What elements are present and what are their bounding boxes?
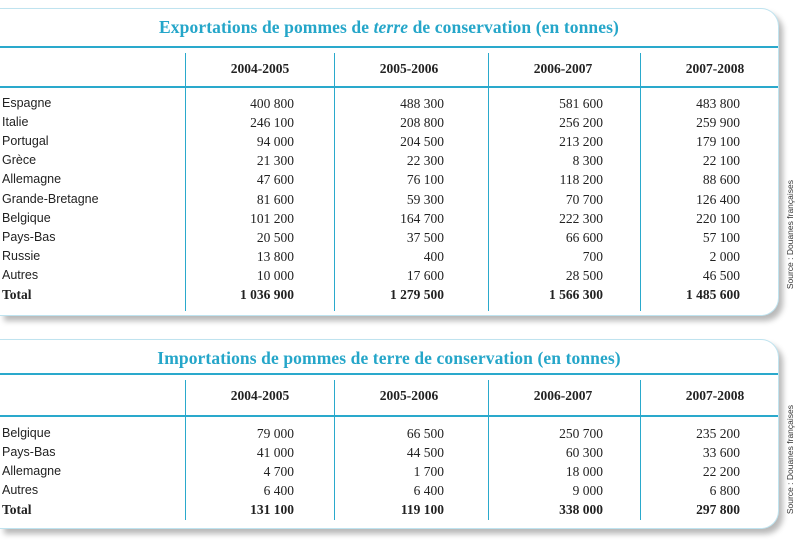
header-divider — [0, 415, 778, 417]
table-row — [0, 230, 778, 248]
table-cell: 22 300 — [406, 153, 444, 169]
title-divider — [0, 373, 778, 375]
row-label: Grèce — [2, 153, 37, 168]
header-divider — [0, 86, 778, 88]
column-header: 2005-2006 — [379, 61, 439, 76]
table-cell: 22 100 — [702, 153, 740, 169]
table-row — [0, 249, 778, 267]
table-cell: 17 600 — [406, 267, 444, 283]
table-cell: 179 100 — [696, 134, 740, 150]
table-cell: 1 485 600 — [686, 287, 740, 302]
export-table-panel — [0, 8, 779, 316]
table-cell: 18 000 — [565, 464, 603, 479]
table-cell: 41 000 — [256, 445, 294, 460]
row-label: Pays-Bas — [2, 229, 56, 244]
column-header: 2007-2008 — [685, 388, 745, 403]
row-label: Autres — [2, 483, 39, 497]
table-row — [0, 211, 778, 229]
table-row — [0, 172, 778, 190]
table-cell: 1 700 — [413, 464, 444, 479]
table-cell: 1 566 300 — [549, 287, 603, 302]
title-divider — [0, 46, 778, 48]
table-cell: 6 800 — [709, 483, 740, 498]
total-row — [0, 502, 778, 520]
table-cell: 28 500 — [565, 267, 603, 283]
table-cell: 2 000 — [709, 248, 740, 264]
table-cell: 10 000 — [256, 267, 294, 283]
import-source-note: Source : Douanes françaises — [785, 405, 795, 515]
row-label: Total — [2, 287, 32, 302]
table-row — [0, 483, 778, 501]
table-row — [0, 268, 778, 286]
table-cell: 1 036 900 — [240, 287, 294, 302]
table-cell: 22 200 — [702, 464, 740, 479]
table-cell: 76 100 — [406, 172, 444, 188]
table-row — [0, 445, 778, 463]
table-row — [0, 153, 778, 171]
table-cell: 220 100 — [696, 210, 740, 226]
table-cell: 6 400 — [263, 483, 294, 498]
table-cell: 101 200 — [250, 210, 294, 226]
table-cell: 46 500 — [702, 267, 740, 283]
row-label: Belgique — [2, 210, 51, 225]
table-cell: 338 000 — [559, 502, 603, 517]
table-row — [0, 134, 778, 152]
column-header: 2004-2005 — [230, 61, 290, 76]
row-label: Belgique — [2, 426, 51, 440]
export-table-title: Exportations de pommes de terre de conservation (en tonnes) — [159, 17, 619, 37]
row-label: Espagne — [2, 96, 52, 110]
total-row — [0, 287, 778, 305]
column-header: 2004-2005 — [230, 388, 290, 403]
table-cell: 488 300 — [400, 96, 444, 111]
table-cell: 235 200 — [696, 426, 740, 441]
table-row — [0, 96, 778, 114]
table-cell: 88 600 — [702, 172, 740, 188]
table-row — [0, 464, 778, 482]
row-label: Allemagne — [2, 464, 62, 478]
table-cell: 33 600 — [702, 445, 740, 460]
import-table-panel — [0, 339, 779, 529]
table-cell: 4 700 — [263, 464, 294, 479]
column-header: 2005-2006 — [379, 388, 439, 403]
table-cell: 119 100 — [400, 502, 444, 517]
table-cell: 256 200 — [559, 115, 603, 131]
table-cell: 400 — [423, 248, 444, 264]
row-label: Autres — [2, 267, 39, 282]
table-row — [0, 192, 778, 210]
table-cell: 66 600 — [565, 229, 603, 245]
table-cell: 483 800 — [696, 96, 740, 111]
row-label: Portugal — [2, 134, 49, 149]
table-cell: 59 300 — [406, 191, 444, 207]
table-cell: 70 700 — [565, 191, 603, 207]
table-cell: 79 000 — [256, 426, 294, 441]
row-label: Russie — [2, 248, 41, 263]
table-cell: 44 500 — [406, 445, 444, 460]
row-label: Italie — [2, 115, 29, 130]
table-cell: 20 500 — [256, 229, 294, 245]
table-cell: 213 200 — [559, 134, 603, 150]
table-cell: 37 500 — [406, 229, 444, 245]
table-cell: 250 700 — [559, 426, 603, 441]
table-cell: 700 — [582, 248, 603, 264]
row-label: Pays-Bas — [2, 445, 56, 459]
table-cell: 6 400 — [413, 483, 444, 498]
row-label: Grande-Bretagne — [2, 191, 99, 206]
table-cell: 94 000 — [256, 134, 294, 150]
import-table-title: Importations de pommes de terre de conservation (en tonnes) — [157, 348, 621, 368]
table-cell: 118 200 — [559, 172, 603, 188]
table-cell: 9 000 — [572, 483, 603, 498]
row-label: Total — [2, 502, 32, 517]
row-label: Allemagne — [2, 172, 62, 187]
table-cell: 13 800 — [256, 248, 294, 264]
table-cell: 164 700 — [400, 210, 444, 226]
table-row — [0, 115, 778, 133]
column-header: 2006-2007 — [533, 61, 593, 76]
table-cell: 208 800 — [400, 115, 444, 131]
table-cell: 57 100 — [702, 229, 740, 245]
table-cell: 131 100 — [250, 502, 294, 517]
table-cell: 47 600 — [256, 172, 294, 188]
table-cell: 21 300 — [256, 153, 294, 169]
table-cell: 66 500 — [406, 426, 444, 441]
table-cell: 222 300 — [559, 210, 603, 226]
table-cell: 581 600 — [559, 96, 603, 111]
table-row — [0, 426, 778, 444]
table-cell: 204 500 — [400, 134, 444, 150]
column-header: 2006-2007 — [533, 388, 593, 403]
table-cell: 126 400 — [696, 191, 740, 207]
table-cell: 1 279 500 — [390, 287, 444, 302]
table-cell: 259 900 — [696, 115, 740, 131]
table-cell: 297 800 — [696, 502, 740, 517]
table-cell: 246 100 — [250, 115, 294, 131]
table-cell: 400 800 — [250, 96, 294, 111]
table-cell: 8 300 — [572, 153, 603, 169]
table-cell: 60 300 — [565, 445, 603, 460]
export-source-note: Source : Douanes françaises — [785, 180, 795, 290]
column-header: 2007-2008 — [685, 61, 745, 76]
table-cell: 81 600 — [256, 191, 294, 207]
